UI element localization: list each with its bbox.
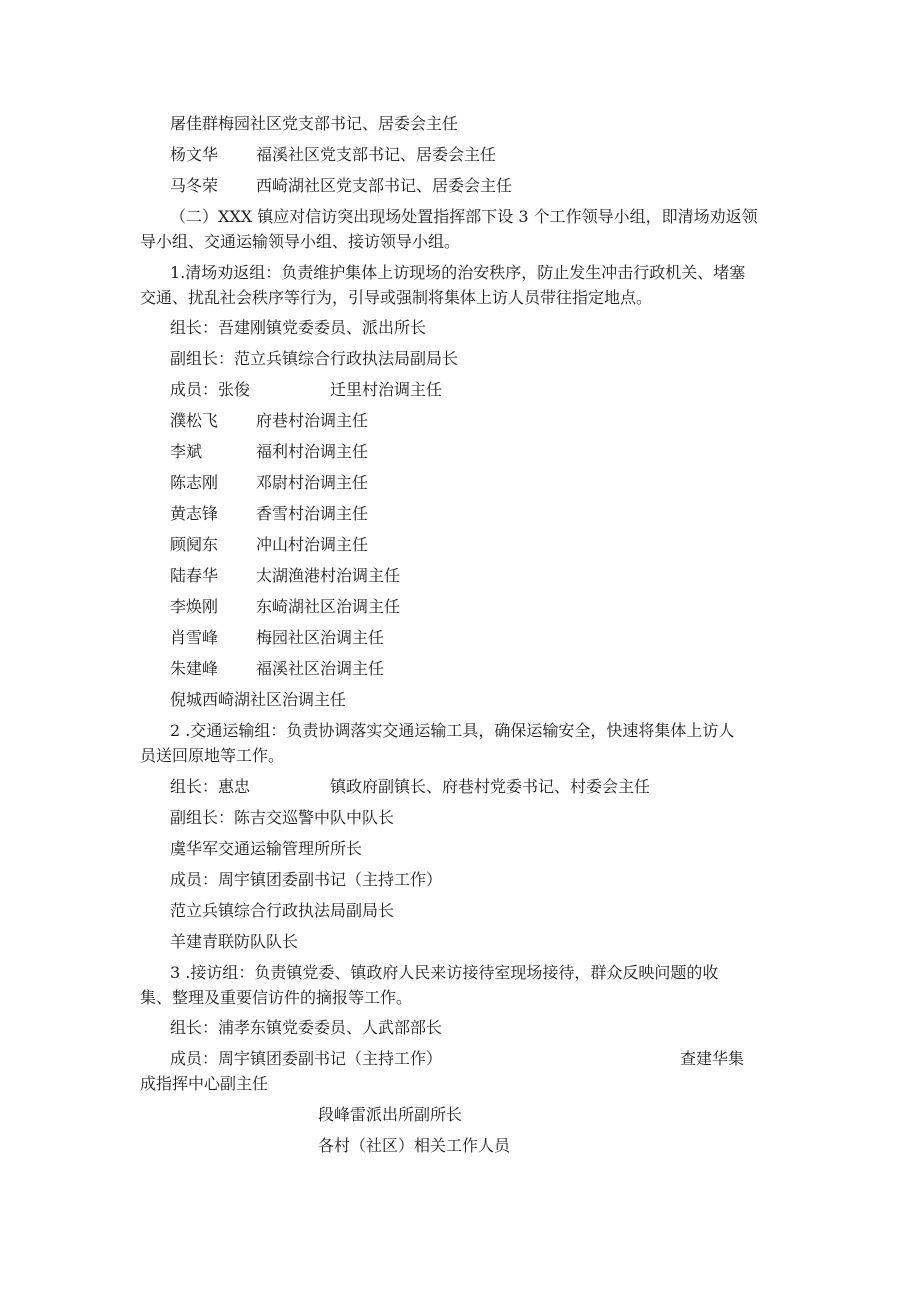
member-role: 迁里村治调主任 [330,380,443,399]
member-role: 福溪社区党支部书记、居委会主任 [256,145,497,164]
group-members: 成员：周宇镇团委副书记（主持工作） [170,1049,443,1068]
member-role: 府巷村治调主任 [256,411,369,430]
member-name: 李焕刚 [170,597,219,616]
member-name: 杨文华 [170,145,219,164]
group-members-label: 成员：张俊 [170,380,251,399]
paragraph-line: 3 .接访组：负责镇党委、镇政府人民来访接待室现场接待，群众反映问题的收 [170,963,719,982]
paragraph-line: 集、整理及重要信访件的摘报等工作。 [140,988,413,1007]
member-name: 陈志刚 [170,473,219,492]
group-deputy: 副组长：范立兵镇综合行政执法局副局长 [170,349,459,368]
member-role: 东崎湖社区治调主任 [256,597,401,616]
group-members: 成员：周宇镇团委副书记（主持工作） [170,870,443,889]
member-line: 各村（社区）相关工作人员 [318,1136,511,1155]
member-role: 西崎湖社区党支部书记、居委会主任 [256,176,513,195]
member-line: 倪城西崎湖社区治调主任 [170,690,347,709]
paragraph-line: 2 .交通运输组：负责协调落实交通运输工具，确保运输安全，快速将集体上访人 [170,721,735,740]
member-role: 太湖渔港村治调主任 [256,566,401,585]
member-name: 查建华集 [680,1049,745,1068]
member-role: 香雪村治调主任 [256,504,369,523]
member-name: 马冬荣 [170,176,219,195]
member-name: 黄志锋 [170,504,219,523]
member-line: 虞华军交通运输管理所所长 [170,839,363,858]
member-line: 段峰雷派出所副所长 [318,1105,463,1124]
member-name: 李斌 [170,442,203,461]
member-name: 肖雪峰 [170,628,219,647]
member-name: 陆春华 [170,566,219,585]
member-line: 范立兵镇综合行政执法局副局长 [170,901,395,920]
member-name: 朱建峰 [170,659,219,678]
member-role: 梅园社区治调主任 [256,628,385,647]
member-role: 福溪社区治调主任 [256,659,385,678]
member-line: 屠佳群梅园社区党支部书记、居委会主任 [170,114,459,133]
group-leader: 组长：吾建刚镇党委委员、派出所长 [170,318,427,337]
group-leader: 组长：浦孝东镇党委委员、人武部部长 [170,1018,443,1037]
member-role: 冲山村治调主任 [256,535,369,554]
member-role: 邓尉村治调主任 [256,473,369,492]
group-leader-role: 镇政府副镇长、府巷村党委书记、村委会主任 [330,777,651,796]
paragraph-line: 导小组、交通运输领导小组、接访领导小组。 [140,232,461,251]
member-line: 羊建青联防队队长 [170,932,299,951]
member-name: 顾阋东 [170,535,219,554]
member-name: 濮松飞 [170,411,219,430]
member-role: 成指挥中心副主任 [140,1074,269,1093]
group-deputy: 副组长：陈吉交巡警中队中队长 [170,808,395,827]
paragraph-line: （二）XXX 镇应对信访突出现场处置指挥部下设 3 个工作领导小组，即清场劝返领 [170,207,758,226]
paragraph-line: 1.清场劝返组：负责维护集体上访现场的治安秩序，防止发生冲击行政机关、堵塞 [170,263,746,282]
paragraph-line: 交通、扰乱社会秩序等行为，引导或强制将集体上访人员带往指定地点。 [140,288,653,307]
paragraph-line: 员送回原地等工作。 [140,746,285,765]
group-leader: 组长：惠忠 [170,777,251,796]
member-role: 福利村治调主任 [256,442,369,461]
